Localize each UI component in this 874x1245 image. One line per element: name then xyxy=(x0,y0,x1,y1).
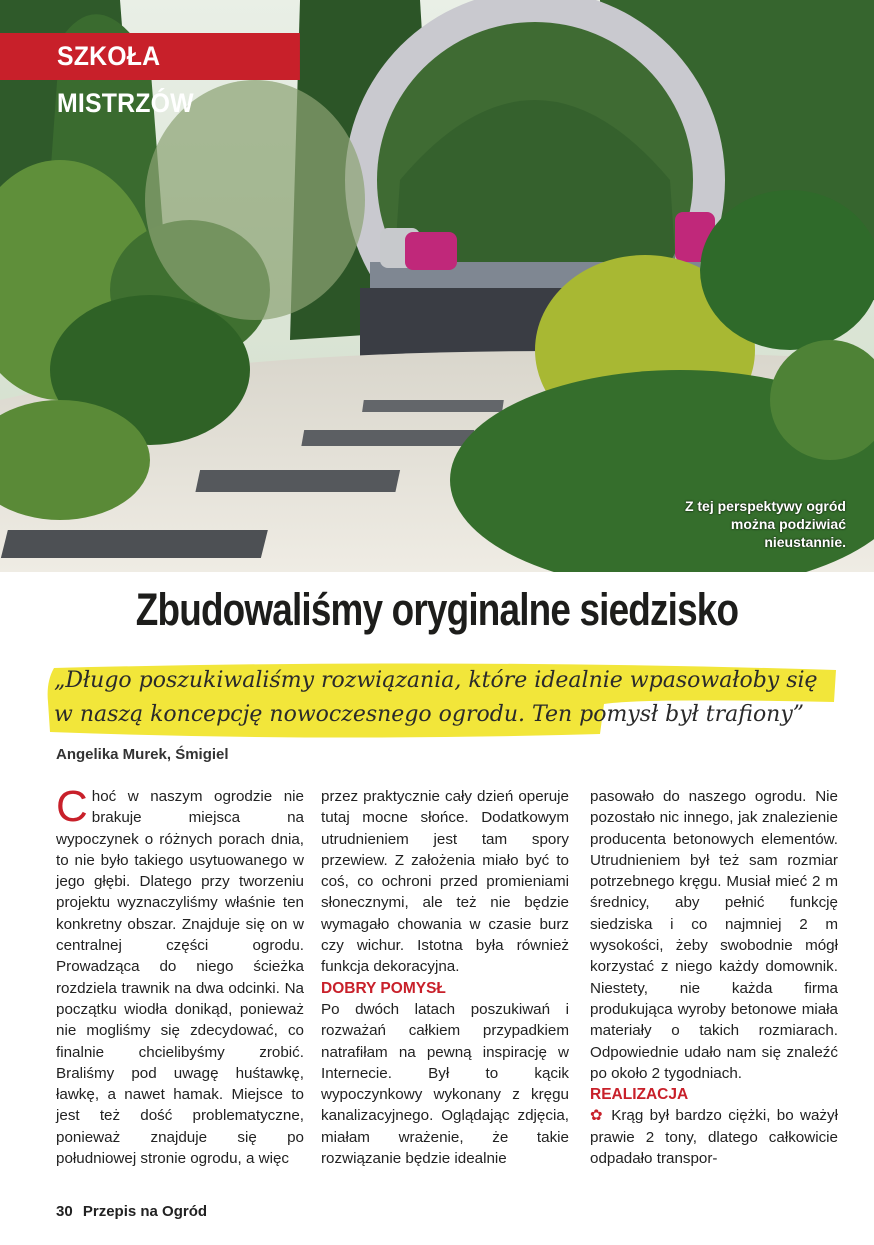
column-2-text-2: Po dwóch latach poszukiwań i rozważań całkiem przypadkiem natrafiłam na pewną inspirację w Internecie. Był to kącik wypoczynkowy wykonany z kręgu kanalizacyjnego. Oglądając zdjęcia, miałam wrażenie, że takie rozwiązanie będzie idealnie xyxy=(321,1000,569,1168)
column-3 xyxy=(590,786,838,1169)
drop-cap: C xyxy=(56,782,88,831)
pull-quote: „Długo poszukiwaliśmy rozwiązania, które idealnie wpasowałoby się w naszą koncepcję nowoczesnego ogrodu. Ten pomysł był trafiony” xyxy=(54,668,818,727)
column-3-paragraph xyxy=(590,1105,838,1169)
author-byline: Angelika Murek, Śmigiel xyxy=(56,746,229,763)
column-2 xyxy=(321,786,569,1169)
column-3-text-1: pasowało do naszego ogrodu. Nie pozostało nic innego, jak znalezienie producenta betonowych elementów. Utrudnieniem był też sam rozmiar potrzebnego kręgu. Musiał mieć 2 m średnicy, aby pełnić funkcję siedziska i co najmniej 2 m wysokości, żeby swobodnie mógł korzystać z niego każdy domownik. Niestety, nie każda firma produkująca wyroby betonowe miała materiały o takich rozmiarach. Odpowiednie udało nam się znaleźć po około 2 tygodniach. xyxy=(590,788,838,1082)
column-3-text-2: Krąg był bardzo ciężki, bo ważył prawie 2 tony, dlatego całkowicie odpadało transpor- xyxy=(590,1107,838,1168)
page-number: 30 xyxy=(56,1203,73,1220)
subhead-dobry-pomysl: DOBRY POMYSŁ xyxy=(321,979,446,997)
page-footer xyxy=(56,1203,207,1220)
subhead-realizacja: REALIZACJA xyxy=(590,1086,689,1104)
article-headline: Zbudowaliśmy oryginalne siedzisko xyxy=(135,584,739,635)
column-1-body xyxy=(56,782,304,1169)
magazine-name: Przepis na Ogród xyxy=(82,1203,208,1220)
flower-icon: ✿ xyxy=(590,1107,605,1125)
column-1-text: hoć w naszym ogrodzie nie brakuje miejsca na wypoczynek o różnych porach dnia, to nie było takiego usytuowanego w jego głębi. Dlatego przy tworzeniu projektu wyznaczyliśmy właśnie ten konkretny obszar. Znajduje się on w centralnej części ogrodu. Prowadząca do niego ścieżka rozdziela trawnik na dwa odcinki. Na początku wiodła donikąd, ponieważ nie mogliśmy się zdecydować, co finalnie chcielibyśmy zrobić. Braliśmy pod uwagę huśtawkę, ławkę, a nawet hamak. Miejsce to jest też dość problematyczne, ponieważ znajduje się po południowej stronie ogrodu, a więc xyxy=(56,788,304,1168)
section-tag: SZKOŁA MISTRZÓW xyxy=(0,33,300,80)
column-2-text-1: przez praktycznie cały dzień operuje tutaj mocne słońce. Dodatkowym utrudnieniem jest tam spory przewiew. Z założenia miało być to coś, co ochroni przed promieniami słonecznymi, ale też nie będzie wymagało chowania w czasie burz czy wichur. Istotna była również funkcja dekoracyjna. xyxy=(321,788,569,976)
photo-caption: Z tej perspektywy ogród można podziwiać nieustannie. xyxy=(684,498,846,550)
column-1 xyxy=(56,782,304,1169)
